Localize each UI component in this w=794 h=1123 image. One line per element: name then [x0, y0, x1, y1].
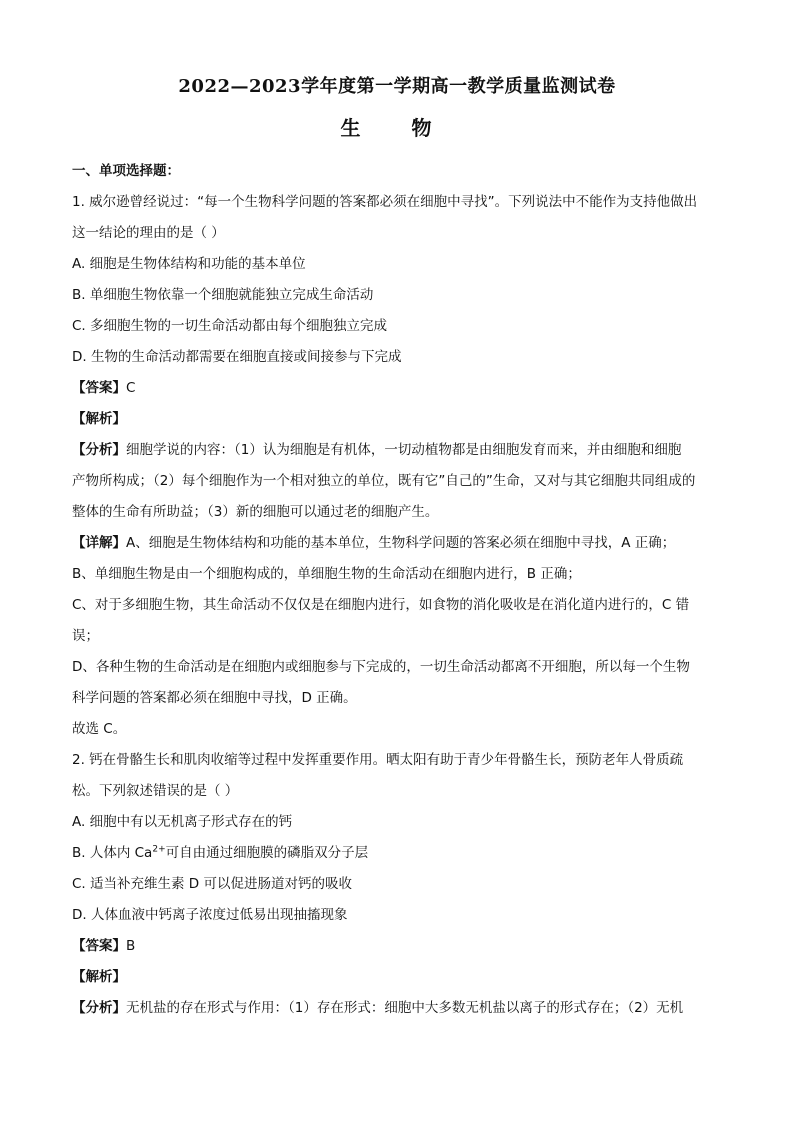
q1-detail-line-1 — [72, 528, 724, 559]
q2-option-d: D. 人体血液中钙离子浓度过低易出现抽搐现象 — [72, 907, 348, 923]
fenxi-tag: 【分析】 — [72, 442, 126, 458]
q1-detail-line-2: B、单细胞生物是由一个细胞构成的，单细胞生物的生命活动在细胞内进行，B 正确； — [72, 566, 581, 582]
q2-stem-line-2: 松。下列叙述错误的是（ ） — [72, 783, 239, 799]
detail-text: A、细胞是生物体结构和功能的基本单位，生物科学问题的答案必须在细胞中寻找，A 正确； — [126, 535, 676, 551]
subject-title: 生 物 — [340, 116, 454, 140]
q2-stem-line-1: 2. 钙在骨骼生长和肌肉收缩等过程中发挥重要作用。晒太阳有助于青少年骨骼生长，预防老年人骨质疏 — [72, 752, 684, 768]
option-b-prefix: B. 人体内 Ca — [72, 845, 153, 861]
q2-answer — [72, 931, 724, 962]
fenxi-text: 细胞学说的内容：（1）认为细胞是有机体，一切动植物都是由细胞发育而来，并由细胞和细胞 — [126, 442, 682, 458]
q1-answer — [72, 373, 724, 404]
q1-detail-line-4: 误； — [72, 628, 99, 644]
answer-tag: 【答案】 — [72, 380, 126, 396]
option-b-suffix: 可自由通过细胞膜的磷脂双分子层 — [165, 845, 369, 861]
answer-value: B — [126, 938, 136, 954]
document-title: 2022—2023学年度第一学期高一教学质量监测试卷 — [178, 76, 616, 97]
q2-option-b — [72, 838, 724, 869]
q1-conclusion: 故选 C。 — [72, 721, 127, 737]
q2-fenxi-line-1 — [72, 993, 724, 1024]
q2-option-c: C. 适当补充维生素 D 可以促进肠道对钙的吸收 — [72, 876, 352, 892]
q1-detail-line-6: 科学问题的答案都必须在细胞中寻找，D 正确。 — [72, 690, 357, 706]
q1-stem-line-2: 这一结论的理由的是（ ） — [72, 225, 225, 241]
q1-option-d: D. 生物的生命活动都需要在细胞直接或间接参与下完成 — [72, 349, 402, 365]
answer-value: C — [126, 380, 136, 396]
q1-fenxi-line-1 — [72, 435, 724, 466]
section-heading: 一、单项选择题： — [72, 163, 180, 179]
q1-detail-line-3: C、对于多细胞生物，其生命活动不仅仅是在细胞内进行，如食物的消化吸收是在消化道内进行的，C 错 — [72, 597, 690, 613]
fenxi-text: 无机盐的存在形式与作用：（1）存在形式：细胞中大多数无机盐以离子的形式存在；（2）无机 — [126, 1000, 684, 1016]
q2-option-a: A. 细胞中有以无机离子形式存在的钙 — [72, 814, 293, 830]
q1-stem-line-1: 1. 威尔逊曾经说过：“每一个生物科学问题的答案都必须在细胞中寻找”。下列说法中不能作为支持他做出 — [72, 194, 698, 210]
q1-analysis-tag: 【解析】 — [72, 411, 126, 427]
q1-option-a: A. 细胞是生物体结构和功能的基本单位 — [72, 256, 306, 272]
q1-detail-line-5: D、各种生物的生命活动是在细胞内或细胞参与下完成的，一切生命活动都离不开细胞，所以每一个生物 — [72, 659, 690, 675]
q2-analysis-tag: 【解析】 — [72, 969, 126, 985]
fenxi-tag: 【分析】 — [72, 1000, 126, 1016]
q1-fenxi-line-2: 产物所构成；（2）每个细胞作为一个相对独立的单位，既有它”自己的”生命，又对与其它细胞共同组成的 — [72, 473, 696, 489]
xiangjie-tag: 【详解】 — [72, 535, 126, 551]
q1-fenxi-line-3: 整体的生命有所助益；（3）新的细胞可以通过老的细胞产生。 — [72, 504, 439, 520]
document-body — [72, 156, 724, 1024]
q1-option-c: C. 多细胞生物的一切生命活动都由每个细胞独立完成 — [72, 318, 388, 334]
calcium-charge: 2+ — [152, 844, 166, 855]
answer-tag: 【答案】 — [72, 938, 126, 954]
q1-option-b: B. 单细胞生物依靠一个细胞就能独立完成生命活动 — [72, 287, 374, 303]
